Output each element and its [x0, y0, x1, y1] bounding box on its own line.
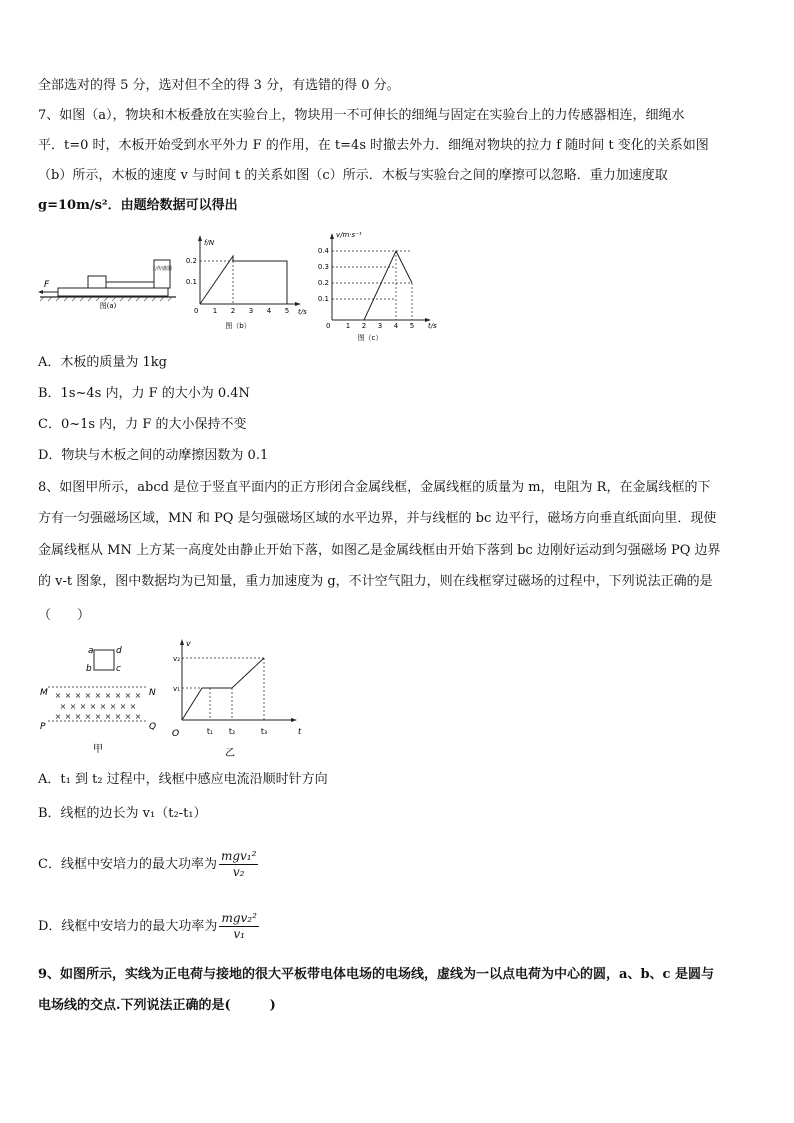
x-tick: 5 — [409, 322, 415, 330]
fig-b-caption: 图（b） — [225, 322, 251, 330]
svg-text:×: × — [124, 712, 132, 721]
q8-line-1: 8、如图甲所示，abcd 是位于竖直平面内的正方形闭合金属线框，金属线框的质量为 m，电阻为 R，在金属线框的下 — [38, 480, 711, 495]
q7-option-a: A．木板的质量为 1kg — [38, 355, 167, 370]
x-tick: 0 — [326, 322, 331, 330]
y-tick: 0.4 — [318, 247, 329, 255]
svg-text:×: × — [74, 712, 82, 721]
x-label: t/s — [428, 322, 437, 330]
t2-label: t₂ — [228, 727, 236, 736]
t3-label: t₃ — [260, 727, 268, 736]
v-t-curve — [182, 658, 264, 720]
y-tick: 0.1 — [186, 278, 197, 286]
board — [58, 288, 168, 296]
svg-text:×: × — [104, 712, 112, 721]
figure-b — [186, 232, 316, 332]
q8-line-2: 方有一匀强磁场区域，MN 和 PQ 是匀强磁场区域的水平边界，并与线框的 bc 边平行，磁场方向垂直纸面向里．现使 — [38, 511, 717, 526]
x-tick: 4 — [393, 322, 399, 330]
label-n: N — [149, 688, 156, 698]
x-label: t — [298, 727, 302, 736]
q7-line-3: （b）所示，木板的速度 v 与时间 t 的关系如图（c）所示．木板与实验台之间的摩擦可以忽略．重力加速度取 — [38, 168, 668, 183]
x-tick: 3 — [248, 307, 254, 315]
svg-text:×: × — [84, 691, 92, 700]
figure-c — [318, 228, 448, 342]
q9-line-1: 9、如图所示，实线为正电荷与接地的很大平板带电体电场的电场线，虚线为一以点电荷为中心的圆，a、b、c 是圆与 — [38, 967, 715, 982]
magnetic-field-icon — [55, 691, 142, 721]
x-tick: 5 — [284, 307, 290, 315]
figure-yi — [170, 636, 310, 760]
corner-b: b — [86, 664, 92, 674]
v2-label: v₂ — [173, 655, 180, 663]
svg-text:×: × — [94, 712, 102, 721]
force-sensor — [151, 260, 173, 288]
fig-jia-caption: 甲 — [93, 744, 103, 755]
q7-option-b: B．1s~4s 内，力 F 的大小为 0.4N — [38, 386, 250, 401]
figure-jia — [38, 640, 158, 760]
svg-text:×: × — [89, 702, 97, 711]
q7-option-c: C．0~1s 内，力 F 的大小保持不变 — [38, 417, 247, 432]
svg-text:×: × — [114, 712, 122, 721]
wire-frame — [94, 650, 114, 670]
y-arrow-icon — [180, 639, 184, 645]
q7-option-d: D．物块与木板之间的动摩擦因数为 0.1 — [38, 448, 269, 463]
label-p: P — [40, 722, 46, 732]
fig-yi-caption: 乙 — [225, 748, 235, 759]
svg-text:×: × — [114, 691, 122, 700]
y-tick: 0.1 — [318, 295, 329, 303]
svg-text:×: × — [79, 702, 87, 711]
svg-text:×: × — [84, 712, 92, 721]
sensor-label: 力传感器 — [151, 266, 173, 272]
fraction — [219, 849, 258, 880]
y-arrow-icon — [198, 235, 202, 241]
svg-text:×: × — [94, 691, 102, 700]
v1-label: v₁ — [173, 685, 180, 693]
svg-text:×: × — [134, 712, 142, 721]
fraction — [219, 911, 258, 942]
force-label: F — [44, 280, 50, 290]
x-arrow-icon — [295, 302, 301, 306]
q8-option-d — [38, 910, 259, 944]
f-t-curve — [200, 256, 287, 304]
x-tick: 1 — [212, 307, 218, 315]
arrowhead-icon — [38, 290, 43, 294]
svg-text:×: × — [74, 691, 82, 700]
svg-text:×: × — [119, 702, 127, 711]
svg-text:×: × — [104, 691, 112, 700]
fig-c-caption: 图（c） — [357, 334, 383, 342]
v-t-curve — [332, 251, 412, 320]
q8-line-4: 的 v-t 图象，图中数据均为已知量，重力加速度为 g，不计空气阻力，则在线框穿过磁场的过程中，下列说法正确的是 — [38, 574, 713, 589]
y-tick: 0.3 — [318, 263, 329, 271]
label-m: M — [40, 688, 48, 698]
svg-text:×: × — [69, 702, 77, 711]
x-tick: 2 — [230, 307, 236, 315]
q7-line-2: 平．t=0 时，木板开始受到水平外力 F 的作用，在 t=4s 时撤去外力．细绳对物块的拉力 f 随时间 t 变化的关系如图 — [38, 138, 709, 153]
corner-a: a — [88, 646, 94, 656]
svg-text:×: × — [134, 691, 142, 700]
y-label: v — [186, 639, 191, 648]
q7-line-4: g=10m/s²．由题给数据可以得出 — [38, 198, 238, 213]
q8-line-3: 金属线框从 MN 上方某一高度处由静止开始下落，如图乙是金属线框由开始下落到 bc 边刚好运动到匀强磁场 PQ 边界 — [38, 543, 721, 558]
t1-label: t₁ — [206, 727, 214, 736]
option-c-text: C．线框中安培力的最大功率为 — [38, 857, 217, 872]
x-tick: 3 — [377, 322, 383, 330]
fig-a-caption: 图(a) — [99, 302, 117, 310]
q8-option-b: B．线框的边长为 v₁（t₂-t₁） — [38, 806, 207, 821]
q8-line-5: （ ） — [38, 608, 91, 623]
svg-text:×: × — [64, 691, 72, 700]
y-label: f/N — [204, 239, 215, 247]
corner-d: d — [116, 646, 122, 656]
x-arrow-icon — [291, 718, 297, 722]
corner-c: c — [116, 664, 121, 674]
svg-text:×: × — [99, 702, 107, 711]
svg-text:×: × — [109, 702, 117, 711]
x-tick: 2 — [361, 322, 367, 330]
svg-text:×: × — [64, 712, 72, 721]
denominator: v₂ — [232, 865, 245, 879]
x-tick: 4 — [266, 307, 272, 315]
svg-text:×: × — [54, 691, 62, 700]
svg-text:×: × — [129, 702, 137, 711]
intro-line: 全部选对的得 5 分，选对但不全的得 3 分，有选错的得 0 分。 — [38, 78, 400, 93]
y-tick: 0.2 — [186, 257, 197, 265]
q8-option-c — [38, 848, 258, 882]
q9-line-2: 电场线的交点.下列说法正确的是( ) — [38, 998, 276, 1013]
option-d-text: D．线框中安培力的最大功率为 — [38, 919, 218, 934]
numerator: mgv₁² — [220, 849, 257, 863]
figure-a — [36, 256, 186, 312]
svg-text:×: × — [124, 691, 132, 700]
y-label: v/m·s⁻¹ — [336, 231, 362, 239]
x-tick: 1 — [345, 322, 351, 330]
q7-line-1: 7、如图（a），物块和木板叠放在实验台上，物块用一不可伸长的细绳与固定在实验台上的力传感器相连，细绳水 — [38, 108, 685, 123]
q8-option-a: A．t₁ 到 t₂ 过程中，线框中感应电流沿顺时针方向 — [38, 772, 328, 787]
label-q: Q — [149, 722, 157, 732]
svg-text:×: × — [54, 712, 62, 721]
origin-label: O — [172, 729, 180, 739]
numerator: mgv₂² — [221, 911, 257, 925]
x-tick: 0 — [194, 307, 199, 315]
block — [88, 276, 106, 288]
y-tick: 0.2 — [318, 279, 329, 287]
x-label: t/s — [298, 308, 307, 316]
y-arrow-icon — [330, 233, 334, 239]
denominator: v₁ — [233, 927, 245, 941]
svg-text:×: × — [59, 702, 67, 711]
